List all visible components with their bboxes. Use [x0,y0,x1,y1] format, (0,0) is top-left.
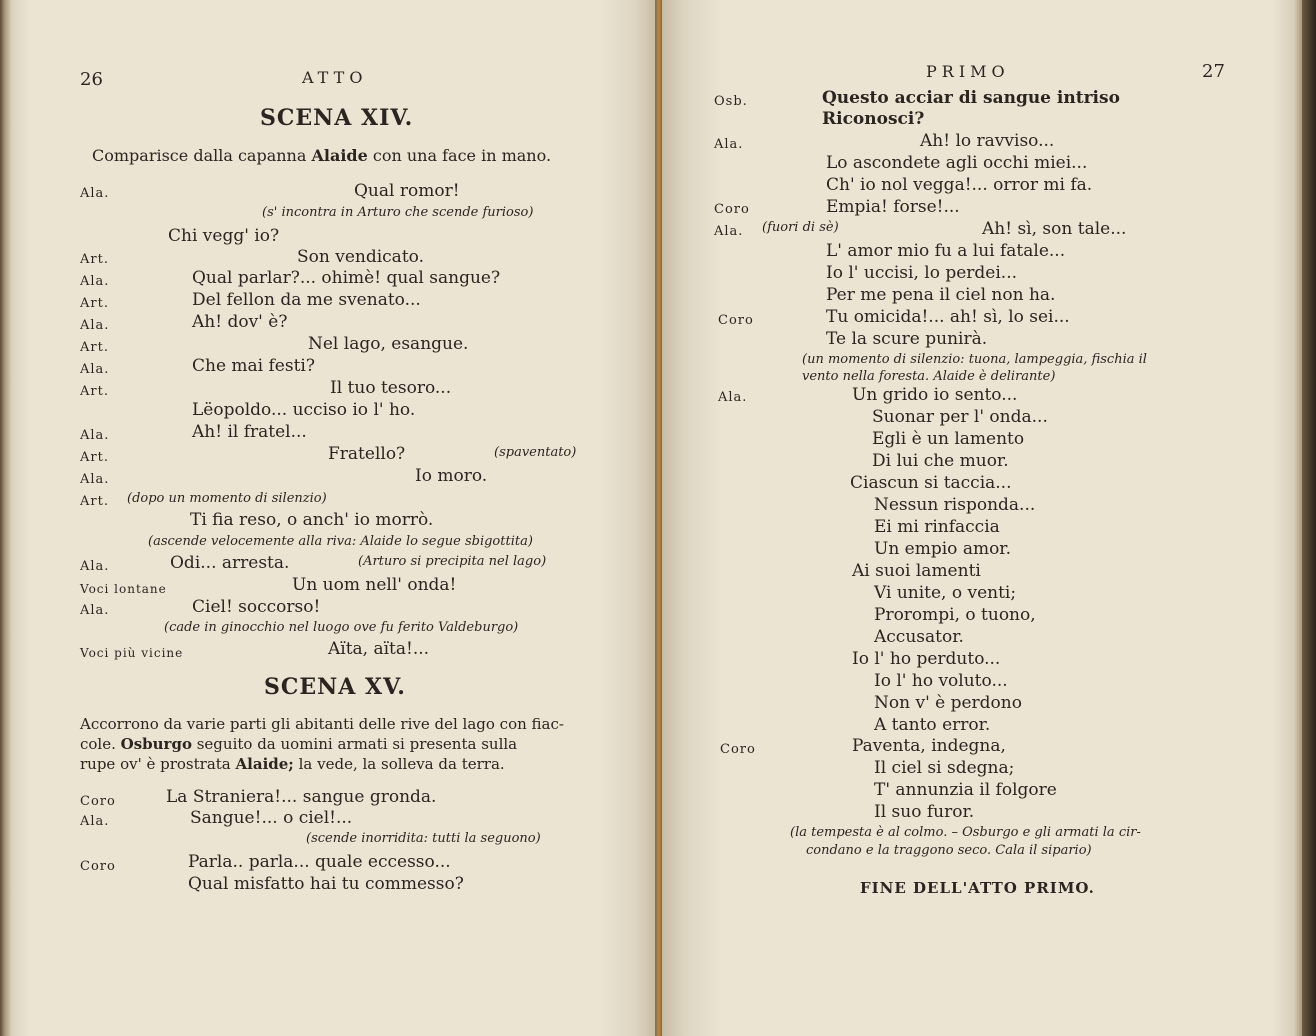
stage-direction: (cade in ginocchio nel luogo ove fu ferito Valdeburgo) [164,620,519,635]
speaker: Coro [718,313,754,328]
speaker: Coro [720,742,756,757]
speaker: Ala. [714,137,744,152]
verse-line: Lo ascondete agli occhi miei... [826,153,1088,173]
verse-line: Questo acciar di sangue intriso [822,88,1120,108]
verse-line: Son vendicato. [297,247,424,267]
stage-direction: (ascende velocemente alla riva: Alaide lo segue sbigottita) [148,534,533,549]
verse-line: Empia! forse!... [826,197,960,217]
verse-line: L' amor mio fu a lui fatale... [826,241,1066,261]
verse-line: Aïta, aïta!... [328,639,430,659]
stage-direction: vento nella foresta. Alaide è delirante) [802,369,1056,384]
speaker: Ala. [718,390,748,405]
para-text: rupe ov' è prostrata [80,755,236,773]
verse-line: Io l' ho voluto... [874,671,1008,691]
verse-line: Per me pena il ciel non ha. [826,285,1056,305]
stage-direction: (Arturo si precipita nel lago) [358,554,547,569]
verse-line: Ciascun si taccia... [850,473,1012,493]
right-page [662,0,1302,1036]
verse-line: Suonar per l' onda... [872,407,1048,427]
speaker: Coro [80,794,116,809]
verse-line: Fratello? [328,444,406,464]
para-text: cole. [80,735,121,753]
verse-line: T' annunzia il folgore [874,780,1057,800]
verse-line: Lëopoldo... ucciso io l' ho. [192,400,416,420]
scene-title: SCENA XIV. [260,105,414,131]
verse-line: Ah! il fratel... [192,422,307,442]
verse-line: Il tuo tesoro... [330,378,452,398]
verse-line: Non v' è perdono [874,693,1022,713]
verse-line: Odi... arresta. [170,553,290,573]
verse-line: Tu omicida!... ah! sì, lo sei... [826,307,1070,327]
verse-line: Qual parlar?... ohimè! qual sangue? [192,268,501,288]
verse-line: Ah! sì, son tale... [982,219,1127,239]
stage-direction-para-line [80,754,505,774]
verse-line: Qual misfatto hai tu commesso? [188,874,464,894]
verse-line: Un uom nell' onda! [292,575,457,595]
verse-line: Ai suoi lamenti [852,561,981,581]
verse-line: Ciel! soccorso! [192,597,321,617]
speaker: Ala. [80,186,110,201]
act-end-caption: FINE DELL'ATTO PRIMO. [860,879,1095,897]
speaker: Voci lontane [80,582,167,596]
verse-line: Parla.. parla... quale eccesso... [188,852,451,872]
stage-direction: (scende inorridita: tutti la seguono) [306,831,541,846]
verse-line: Io l' ho perduto... [852,649,1001,669]
stage-direction-para-line [80,734,517,754]
stage-direction: (la tempesta è al colmo. – Osburgo e gli armati la cir- [790,825,1141,840]
speaker: Osb. [714,94,748,109]
speaker: Ala. [80,362,110,377]
stage-direction: (un momento di silenzio: tuona, lampeggia, fischia il [802,352,1147,367]
stage-direction-para-line: Accorrono da varie parti gli abitanti delle rive del lago con fiac- [80,715,564,733]
running-head: PRIMO [926,62,1010,81]
character-name-osburgo: Osburgo [120,735,192,753]
page-number: 27 [1202,61,1225,82]
verse-line: Il suo furor. [874,802,975,822]
speaker: Ala. [80,603,110,618]
verse-line: A tanto error. [874,715,991,735]
stage-direction-intro [92,146,551,166]
stage-direction: (s' incontra in Arturo che scende furioso) [262,205,534,220]
scene-title: SCENA XV. [264,674,406,700]
stage-direction: (dopo un momento di silenzio) [127,491,327,506]
verse-line: Riconosci? [822,109,925,129]
speaker: Ala. [80,814,110,829]
verse-line: Un grido io sento... [852,385,1018,405]
verse-line: Ei mi rinfaccia [874,517,1000,537]
verse-line: Paventa, indegna, [852,736,1006,756]
speaker: Voci più vicine [80,646,184,660]
verse-line: Ah! lo ravviso... [920,131,1055,151]
para-text: la vede, la solleva da terra. [293,755,505,773]
stage-direction: (fuori di sè) [762,220,839,235]
verse-line: Di lui che muor. [872,451,1009,471]
speaker: Art. [80,340,109,355]
speaker: Ala. [714,224,744,239]
verse-line: Prorompi, o tuono, [874,605,1036,625]
verse-line: Qual romor! [354,181,460,201]
verse-line: Te la scure punirà. [826,329,988,349]
stage-direction: condano e la traggono seco. Cala il sipario) [806,843,1092,858]
verse-line: Io moro. [415,466,488,486]
running-head: ATTO [302,68,368,87]
verse-line: Ah! dov' è? [192,312,288,332]
stage-direction: (spaventato) [494,445,577,460]
speaker: Art. [80,296,109,311]
para-text: seguito da uomini armati si presenta sulla [191,735,518,753]
speaker: Ala. [80,428,110,443]
speaker: Coro [714,202,750,217]
speaker: Coro [80,859,116,874]
verse-line: Egli è un lamento [872,429,1025,449]
verse-line: Ch' io nol vegga!... orror mi fa. [826,175,1093,195]
speaker: Art. [80,450,109,465]
character-name-alaide: Alaide [311,146,368,165]
verse-line: Io l' uccisi, lo perdei... [826,263,1018,283]
speaker: Ala. [80,318,110,333]
verse-line: Accusator. [874,627,964,647]
verse-line: Sangue!... o ciel!... [190,808,353,828]
verse-line: Chi vegg' io? [168,226,280,246]
verse-line: Vi unite, o venti; [874,583,1017,603]
verse-line: Nel lago, esangue. [308,334,469,354]
left-page [0,0,656,1036]
verse-line: Il ciel si sdegna; [874,758,1015,778]
speaker: Ala. [80,472,110,487]
verse-line: Ti fia reso, o anch' io morrò. [190,510,434,530]
speaker: Ala. [80,559,110,574]
verse-line: Del fellon da me svenato... [192,290,421,310]
verse-line: Che mai festi? [192,356,315,376]
verse-line: Nessun risponda... [874,495,1036,515]
intro-before: Comparisce dalla capanna [92,146,312,165]
page-number: 26 [80,69,103,90]
intro-after: con una face in mano. [367,146,552,165]
speaker: Art. [80,384,109,399]
verse-line: La Straniera!... sangue gronda. [166,787,437,807]
speaker: Ala. [80,274,110,289]
speaker: Art. [80,494,109,509]
character-name-alaide: Alaide; [235,755,294,773]
page-edge [1302,0,1316,1036]
speaker: Art. [80,252,109,267]
verse-line: Un empio amor. [874,539,1011,559]
